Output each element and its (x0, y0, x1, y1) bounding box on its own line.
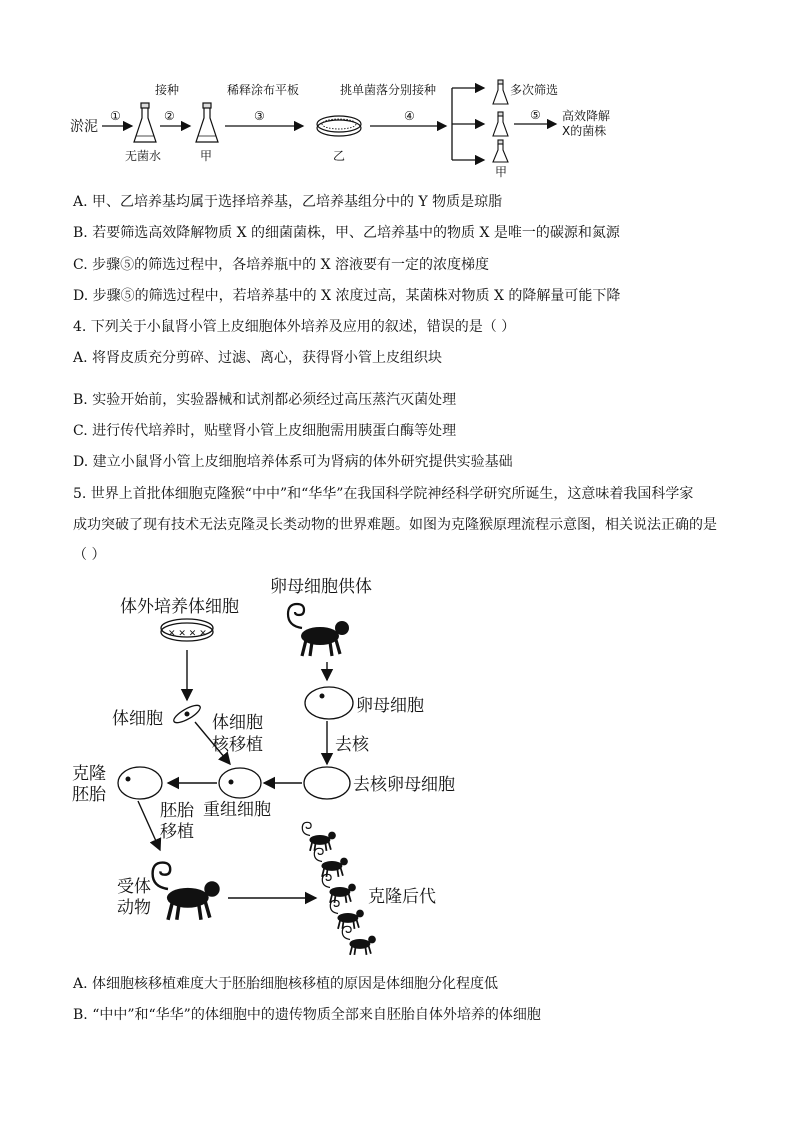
fig2-offspring: 克隆后代 (368, 887, 436, 907)
q4-stem: 4. 下列关于小鼠肾小管上皮细胞体外培养及应用的叙述，错误的是（ ） (73, 319, 516, 335)
fig2-recipient-line2: 动物 (117, 898, 151, 918)
fig2-culture: 体外培养体细胞 (120, 597, 239, 617)
q4-option-c: C. 进行传代培养时，贴壁肾小管上皮细胞需用胰蛋白酶等处理 (73, 423, 457, 439)
fig2-enucleated-oocyte: 去核卵母细胞 (353, 775, 455, 795)
fig2-et-line2: 移植 (160, 822, 194, 842)
fig1-label-jia: 甲 (200, 149, 213, 163)
q4-option-a: A. 将肾皮质充分剪碎、过滤、离心，获得肾小管上皮组织块 (73, 350, 443, 366)
recombined-cell-icon (219, 768, 261, 798)
fig1-step5: ⑤ (530, 108, 541, 122)
q5-stem-line2: 成功突破了现有技术无法克隆灵长类动物的世界难题。如图为克隆猴原理流程示意图，相关说法正确的是 (73, 517, 717, 533)
q5-option-b: B. “中中”和“华华”的体细胞中的遗传物质全部来自胚胎自体外培养的体细胞 (73, 1007, 541, 1023)
fig2-clone-line2: 胚胎 (72, 785, 106, 805)
figure-1-screening-flow (0, 0, 794, 180)
fig1-label-jia2: 甲 (495, 165, 508, 179)
fig1-label-pick: 挑单菌落分别接种 (340, 83, 437, 97)
petri-dish-yi-icon (317, 116, 361, 136)
fig1-label-dilute: 稀释涂布平板 (227, 83, 300, 97)
fig1-source: 淤泥 (70, 119, 98, 135)
fig2-recipient-line1: 受体 (117, 877, 151, 897)
fig2-somatic: 体细胞 (112, 709, 163, 729)
fig2-enucleate: 去核 (335, 735, 369, 755)
fig1-result-line1: 高效降解 (562, 109, 611, 123)
q3-option-b: B. 若要筛选高效降解物质 X 的细菌菌株，甲、乙培养基中的物质 X 是唯一的碳源和氮源 (73, 225, 620, 241)
fig1-label-sterile: 无菌水 (125, 149, 162, 163)
fig2-recombined: 重组细胞 (203, 800, 271, 820)
q3-option-c: C. 步骤⑤的筛选过程中，各培养瓶中的 X 溶液要有一定的浓度梯度 (73, 257, 489, 273)
fig2-nt-line1: 体细胞 (212, 713, 263, 733)
q5-stem-line3: （ ） (73, 547, 106, 563)
svg-text:✕ ✕ ✕ ✕: ✕ ✕ ✕ ✕ (168, 629, 207, 639)
fig1-step2: ② (164, 109, 175, 123)
q5-option-a: A. 体细胞核移植难度大于胚胎细胞核移植的原因是体细胞分化程度低 (73, 976, 499, 992)
figure-2-clone-flow (0, 560, 794, 960)
q4-option-d: D. 建立小鼠肾小管上皮细胞培养体系可为肾病的体外研究提供实验基础 (73, 454, 513, 470)
fig2-clone-line1: 克隆 (72, 764, 106, 784)
small-flask-icon (493, 112, 508, 136)
fig1-step4: ④ (404, 109, 415, 123)
fig1-result-line2: X的菌株 (562, 124, 607, 138)
fig2-donor: 卵母细胞供体 (270, 577, 372, 597)
donor-monkey-icon (288, 604, 349, 656)
q3-option-d: D. 步骤⑤的筛选过程中，若培养基中的 X 浓度过高，某菌株对物质 X 的降解量可能下降 (73, 288, 621, 304)
enucleated-oocyte-icon (304, 767, 350, 799)
fig1-step3: ③ (254, 109, 265, 123)
fig2-nt-line2: 核移植 (212, 735, 263, 755)
clone-embryo-icon (118, 767, 162, 799)
somatic-cell-icon (172, 702, 203, 726)
q3-option-a: A. 甲、乙培养基均属于选择培养基，乙培养基组分中的 Y 物质是琼脂 (73, 194, 503, 210)
fig1-label-multi: 多次筛选 (510, 83, 559, 97)
fig2-oocyte: 卵母细胞 (356, 696, 424, 716)
fig2-et-line1: 胚胎 (160, 801, 194, 821)
recipient-monkey-icon (153, 863, 220, 920)
fig1-label-yi: 乙 (333, 149, 346, 163)
small-flask-icon (493, 80, 508, 104)
flask-sterile-water-icon (134, 103, 156, 142)
fig1-label-inoculate: 接种 (155, 83, 180, 97)
clone-offspring-icon (302, 822, 376, 955)
small-flask-icon (493, 140, 508, 162)
q5-stem-line1: 5. 世界上首批体细胞克隆猴“中中”和“华华”在我国科学院神经科学研究所诞生，这意味着我国科学家 (73, 486, 694, 502)
culture-dish-icon (161, 619, 213, 641)
flask-jia-icon (196, 103, 218, 142)
fig1-step1: ① (110, 109, 121, 123)
q4-option-b: B. 实验开始前，实验器械和试剂都必须经过高压蒸汽灭菌处理 (73, 392, 457, 408)
oocyte-icon (305, 687, 353, 719)
